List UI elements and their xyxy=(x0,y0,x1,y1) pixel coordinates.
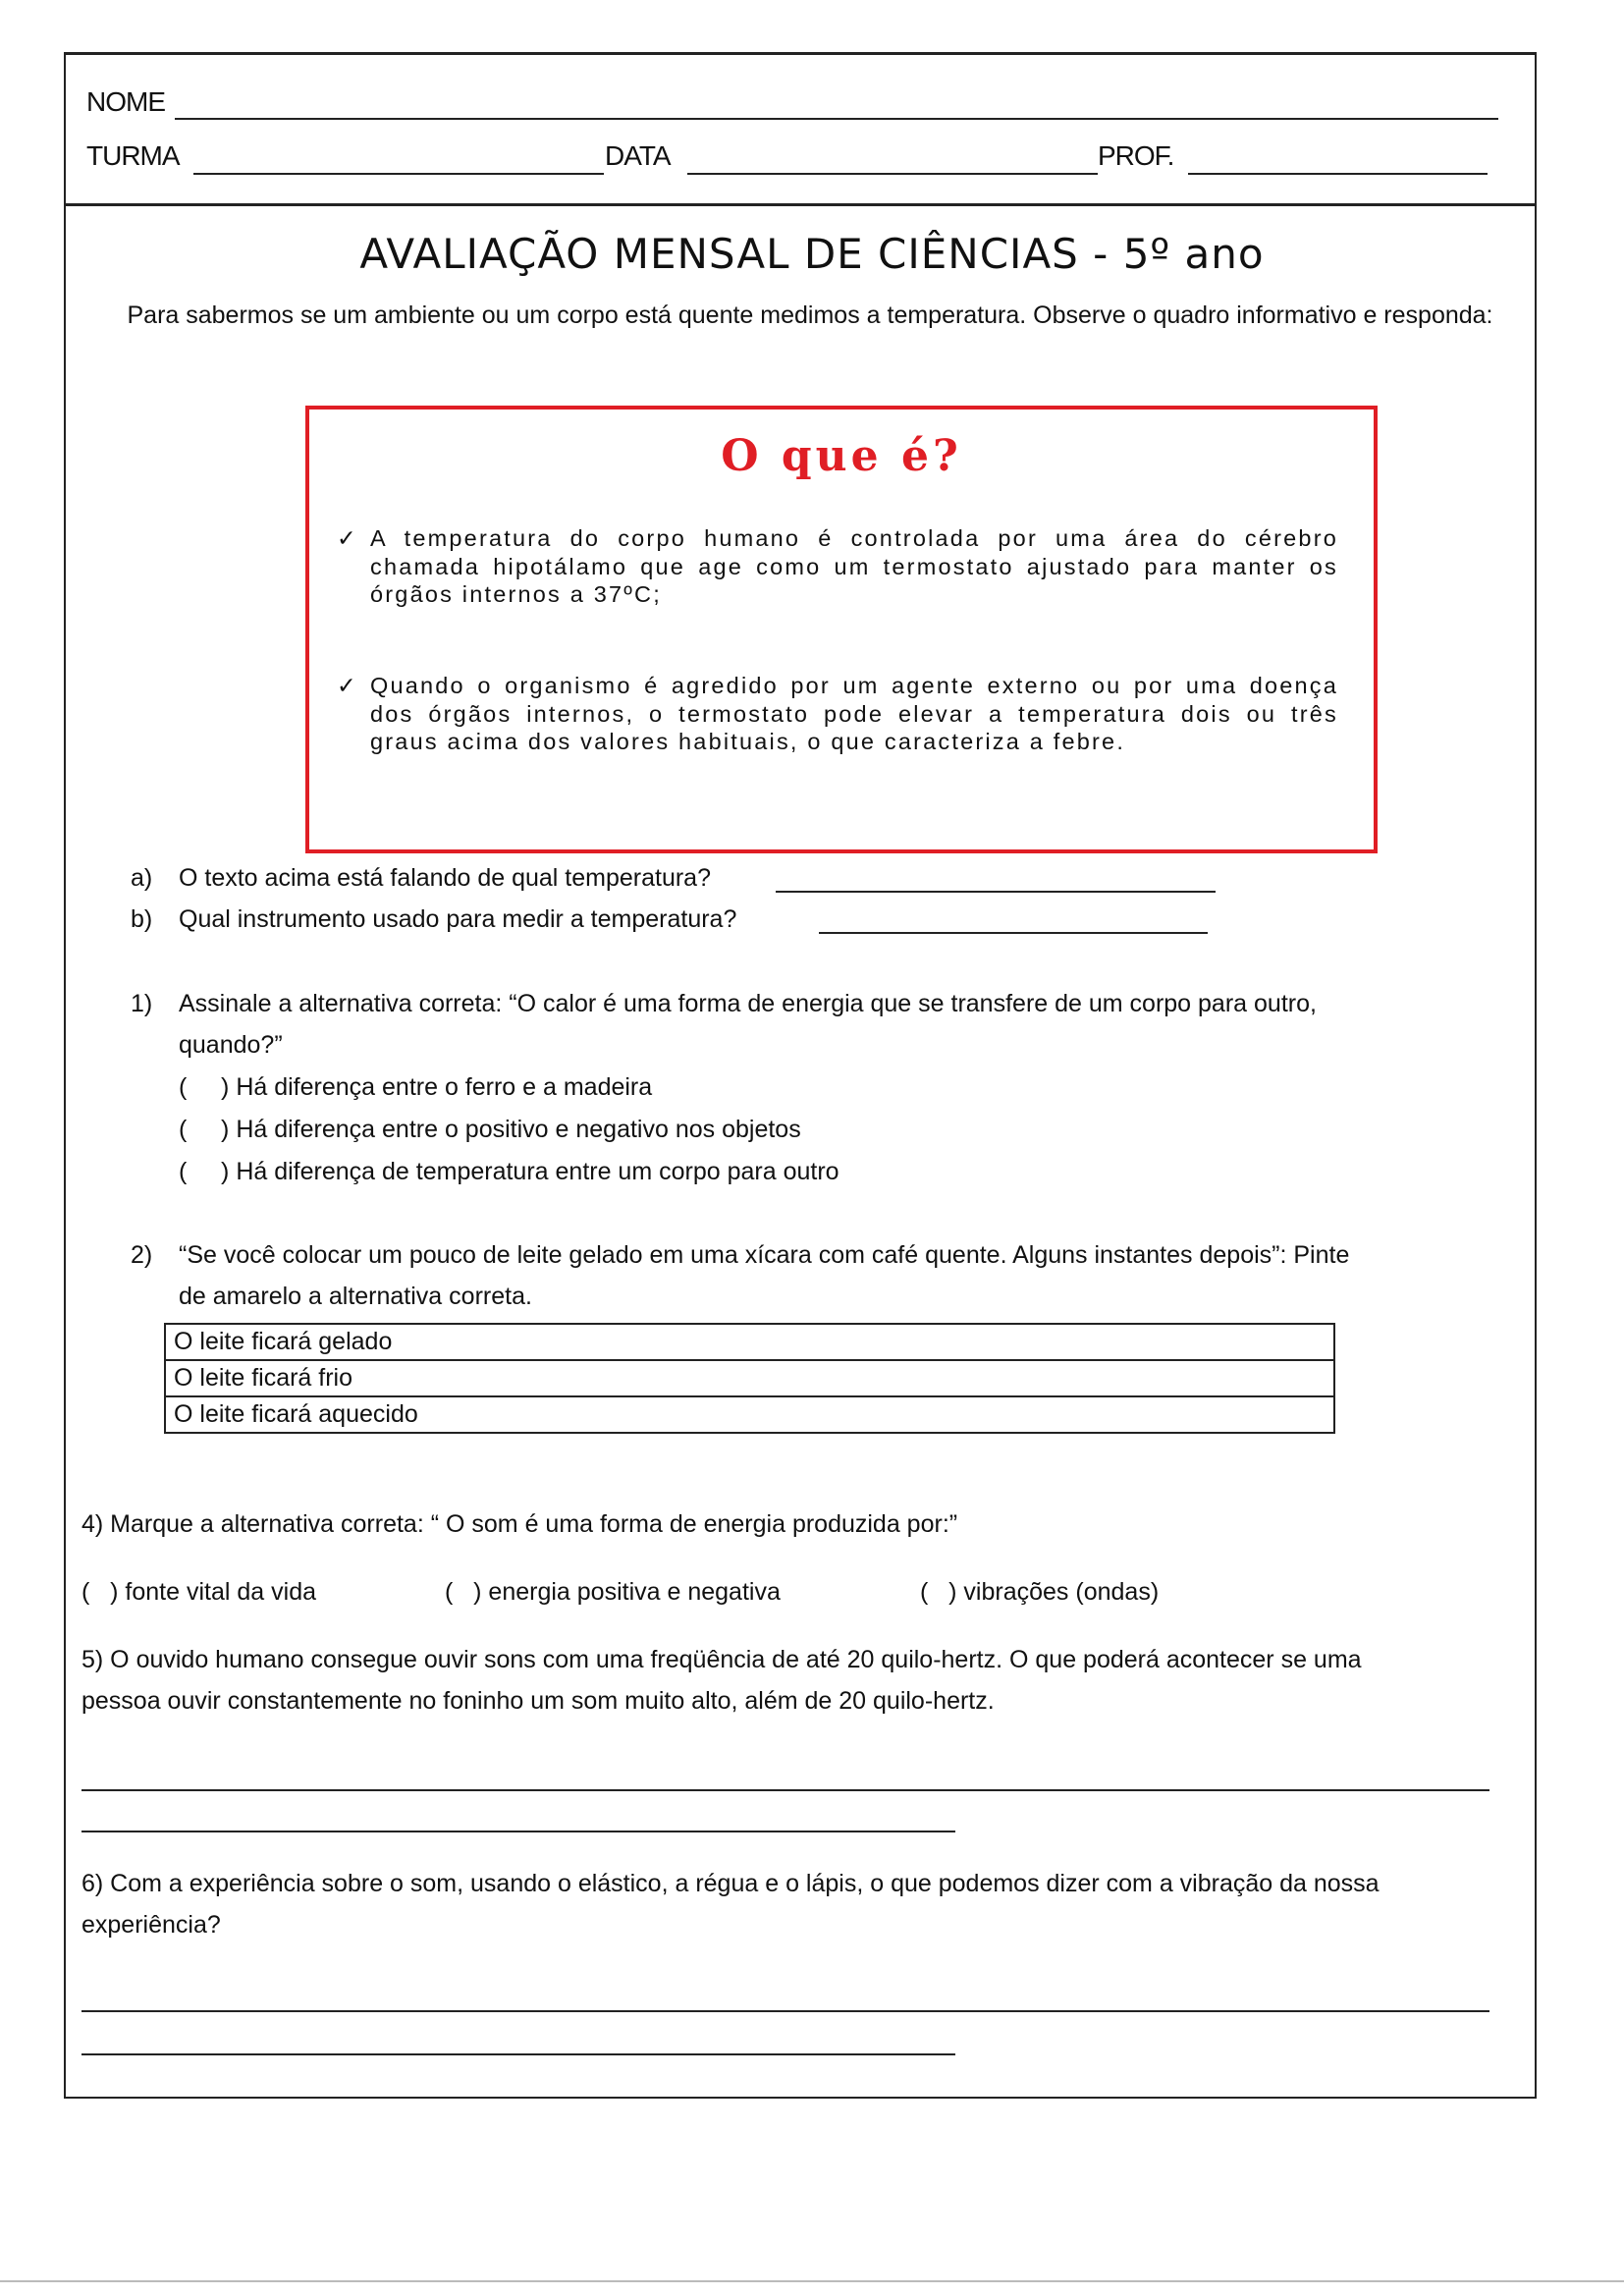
scan-edge xyxy=(0,2280,1624,2282)
option-cell[interactable]: O leite ficará aquecido xyxy=(165,1396,1334,1433)
question-1-option[interactable]: ( ) Há diferença entre o ferro e a madeira xyxy=(179,1073,653,1101)
question-6-answer-line[interactable] xyxy=(81,2053,955,2055)
option-cell[interactable]: O leite ficará frio xyxy=(165,1360,1334,1396)
question-6-answer-line[interactable] xyxy=(81,2010,1489,2012)
question-2-options-table xyxy=(164,1323,1335,1434)
question-1-option[interactable]: ( ) Há diferença entre o positivo e negativo nos objetos xyxy=(179,1116,801,1143)
question-5-answer-line[interactable] xyxy=(81,1789,1489,1791)
table-row[interactable] xyxy=(165,1396,1334,1433)
nome-field[interactable] xyxy=(175,118,1498,120)
question-5-text-cont: pessoa ouvir constantemente no foninho um som muito alto, além de 20 quilo-hertz. xyxy=(81,1687,995,1715)
question-4-text: 4) Marque a alternativa correta: “ O som é uma forma de energia produzida por:” xyxy=(81,1510,958,1538)
question-1-text: Assinale a alternativa correta: “O calor é uma forma de energia que se transfere de um corpo para outro, xyxy=(179,990,1317,1017)
data-label: DATA xyxy=(605,140,671,171)
prof-label: PROF. xyxy=(1098,140,1174,171)
question-2-label: 2) xyxy=(131,1241,153,1269)
question-2-text-cont: de amarelo a alternativa correta. xyxy=(179,1283,532,1310)
nome-label: NOME xyxy=(86,86,165,117)
question-4-option[interactable]: ( ) vibrações (ondas) xyxy=(920,1578,1160,1606)
question-4-option[interactable]: ( ) energia positiva e negativa xyxy=(445,1578,781,1606)
question-a-text: O texto acima está falando de qual temperatura? xyxy=(179,864,711,892)
page-title: AVALIAÇÃO MENSAL DE CIÊNCIAS - 5º ano xyxy=(359,230,1265,278)
question-a-answer-line[interactable] xyxy=(776,891,1216,893)
question-6-text-cont: experiência? xyxy=(81,1911,221,1939)
info-bullet: ✓ Quando o organismo é agredido por um agente externo ou por uma doença dos órgãos internos, o termostato pode elevar a temperatura dois ou três graus acima dos valores habituais, o que caracteriza a febre. xyxy=(337,673,1338,754)
table-row[interactable] xyxy=(165,1324,1334,1360)
table-row[interactable] xyxy=(165,1360,1334,1396)
check-icon: ✓ xyxy=(337,673,358,698)
question-1-text-cont: quando?” xyxy=(179,1031,283,1059)
question-b-label: b) xyxy=(131,905,153,933)
option-cell[interactable]: O leite ficará gelado xyxy=(165,1324,1334,1360)
info-box-heading: O que é? xyxy=(721,431,962,481)
check-icon: ✓ xyxy=(337,525,358,551)
question-5-answer-line[interactable] xyxy=(81,1831,955,1832)
question-2-text: “Se você colocar um pouco de leite gelado em uma xícara com café quente. Alguns instantes depois”: Pinte xyxy=(179,1241,1350,1269)
question-6-text: 6) Com a experiência sobre o som, usando o elástico, a régua e o lápis, o que podemos dizer com a vibração da nossa xyxy=(81,1870,1380,1897)
question-5-text: 5) O ouvido humano consegue ouvir sons com uma freqüência de até 20 quilo-hertz. O que poderá acontecer se uma xyxy=(81,1646,1362,1673)
student-info-header xyxy=(64,52,1537,206)
question-b-text: Qual instrumento usado para medir a temperatura? xyxy=(179,905,737,933)
intro-text: Para sabermos se um ambiente ou um corpo está quente medimos a temperatura. Observe o quadro informativo e responda: xyxy=(127,301,1493,329)
question-1-label: 1) xyxy=(131,990,153,1017)
prof-field[interactable] xyxy=(1188,173,1488,175)
question-b-answer-line[interactable] xyxy=(819,932,1208,934)
turma-label: TURMA xyxy=(86,140,180,171)
question-4-option[interactable]: ( ) fonte vital da vida xyxy=(81,1578,317,1606)
info-box xyxy=(305,406,1378,853)
data-field[interactable] xyxy=(687,173,1098,175)
turma-field[interactable] xyxy=(193,173,604,175)
question-1-option[interactable]: ( ) Há diferença de temperatura entre um corpo para outro xyxy=(179,1158,839,1185)
info-bullet: ✓ A temperatura do corpo humano é controlada por uma área do cérebro chamada hipotálamo que age como um termostato ajustado para manter os órgãos internos a 37ºC; xyxy=(337,525,1338,607)
question-a-label: a) xyxy=(131,864,153,892)
